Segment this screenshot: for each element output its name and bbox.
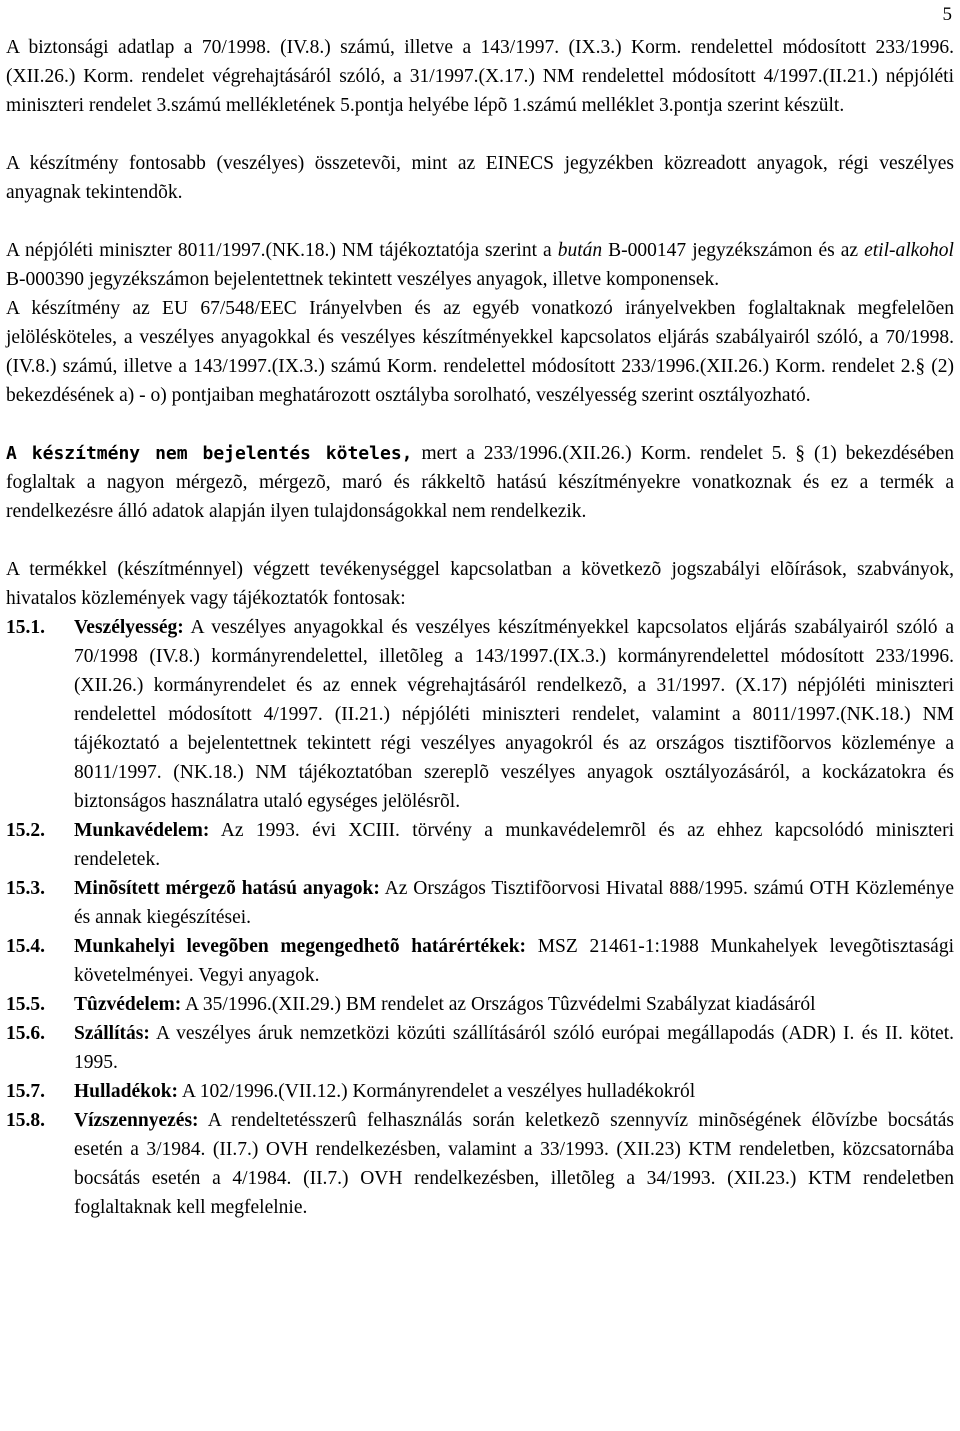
regulation-number: 15.3. [6,878,45,899]
regulation-item [6,613,954,816]
notification-heading: A készítmény nem bejelentés köteles, [6,443,413,464]
regulation-body [74,1077,954,1106]
components-paragraph: A készítmény fontosabb (veszélyes) összetevõi, mint az EINECS jegyzékben közreadott anyagok, régi veszélyes anyagnak tekintendõk. [6,153,954,203]
regulation-text: A 102/1996.(VII.12.) Kormányrendelet a veszélyes hulladékokról [178,1081,696,1102]
regulation-text: A veszélyes áruk nemzetközi közúti szállításáról szóló európai megállapodás (ADR) I. és II. kötet. 1995. [74,1023,954,1073]
regulation-item [6,1019,954,1077]
page-number: 5 [942,4,952,25]
regulation-title: Munkahelyi levegõben megengedhetõ határértékek: [74,936,527,957]
ministry-text-c: B-000390 jegyzékszámon bejelentettnek tekintett veszélyes anyagok, illetve komponensek. [6,269,720,290]
regulation-title: Veszélyesség: [74,617,184,638]
regulation-text: MSZ 21461-1:1988 Munkahelyek levegõtisztasági követelményei. Vegyi anyagok. [74,936,954,986]
butan-term: bután [557,240,603,261]
regulation-text: A rendeltetésszerû felhasználás során keletkezõ szennyvíz minõségének élõvízbe bocsátás esetén a 3/1984. (II.7.) OVH rendelkezésben, valamint a 33/1993. (XII.23) KTM rendeletben, közcsatornába bocsátás esetén a 4/1984. (II.7.) OVH rendelkezésben, illetõleg a 34/1993. (XII.23.) KTM rendeletben foglaltaknak kell megfelelnie. [74,1110,954,1218]
regulation-body [74,816,954,874]
ministry-text-b: B-000147 jegyzékszámon és az [602,240,865,261]
regulation-body [74,990,954,1019]
ethanol-term: etil-alkohol [864,240,954,261]
regulation-title: Hulladékok: [74,1081,179,1102]
regulation-title: Szállítás: [74,1023,150,1044]
notification-text: mert a 233/1996.(XII.26.) Korm. rendelet 5. § (1) bekezdésében foglaltak a nagyon mérgezõ, mérgezõ, maró és rákkeltõ hatású készítményekre vonatkoznak és ez a termék a rendelkezésre álló adatok alapján ilyen tulajdonságokkal nem rendelkezik. [6,443,954,522]
regulation-body [74,932,954,990]
regulation-list [6,613,954,1222]
regulation-item [6,1106,954,1222]
ministry-text-a: A népjóléti miniszter 8011/1997.(NK.18.) NM tájékoztatója szerint a [6,240,558,261]
regulation-text: Az Országos Tisztifõorvosi Hivatal 888/1995. számú OTH Közleménye és annak kiegészítései. [74,878,954,928]
regulation-item [6,932,954,990]
regulation-title: Vízszennyezés: [74,1110,199,1131]
regulation-title: Minõsített mérgezõ hatású anyagok: [74,878,380,899]
regulation-body [74,1019,954,1077]
regulation-body [74,1106,954,1222]
regulation-text: A veszélyes anyagokkal és veszélyes készítményekkel kapcsolatos eljárás szabályairól szóló a 70/1998 (IV.8.) kormányrendelettel, illetõleg a 143/1997.(IX.3.) kormányrendelettel módosított 233/1996. (XII.26.) kormányrendelet és az ennek végrehajtásáról rendelkezõ, a 31/1997. (X.17) népjóléti miniszteri rendelettel módosított 4/1997. (II.21.) népjóléti miniszteri rendelet, valamint a 8011/1997.(NK.18.) NM tájékoztató a bejelentettnek tekintett régi veszélyes anyagokról és az országos tisztifõorvos közleménye a 8011/1997. (NK.18.) NM tájékoztatóban szereplõ veszélyes anyagok osztályozásáról, a kockázatokra és biztonságos használatra utaló egységes jelölésrõl. [74,617,954,812]
regulation-text: A 35/1996.(XII.29.) BM rendelet az Országos Tûzvédelmi Szabályzat kiadásáról [181,994,816,1015]
regulation-item [6,990,954,1019]
regulation-number: 15.1. [6,617,45,638]
regulation-item [6,816,954,874]
classification-paragraph: A készítmény az EU 67/548/EEC Irányelvben és az egyéb vonatkozó irányelvekben foglaltaknak megfelelõen jelölésköteles, a veszélyes anyagokkal és veszélyes készítményekkel kapcsolatos eljárás szabályairól szóló, a 70/1998. (IV.8.) számú, illetve a 143/1997.(IX.3.) számú Korm. rendelettel módosított 233/1996.(XII.26.) Korm. rendelet 2.§ (2) bekezdésének a) - o) pontjaiban meghatározott osztályba sorolható, veszélyesség szerint osztályozható. [6,298,954,406]
notification-paragraph [6,439,954,526]
ministry-paragraph [6,236,954,294]
intro-paragraph: A biztonsági adatlap a 70/1998. (IV.8.) számú, illetve a 143/1997. (IX.3.) Korm. rendelettel módosított 233/1996. (XII.26.) Korm. rendelet végrehajtásáról szóló, a 31/1997.(X.17.) NM rendelettel módosított 4/1997.(II.21.) népjóléti miniszteri rendelet 3.számú mellékletének 5.pontja helyébe lépõ 1.számú melléklet 3.pontja szerint készült. [6,37,954,116]
regulation-number: 15.4. [6,936,45,957]
regulation-number: 15.6. [6,1023,45,1044]
regulation-number: 15.2. [6,820,45,841]
regulation-text: Az 1993. évi XCIII. törvény a munkavédelemrõl és az ehhez kapcsolódó miniszteri rendeletek. [74,820,954,870]
regulation-body [74,613,954,816]
document-body [6,33,954,1222]
regulation-item [6,1077,954,1106]
regulation-body [74,874,954,932]
regulation-number: 15.8. [6,1110,45,1131]
regulation-number: 15.7. [6,1081,45,1102]
regulation-title: Tûzvédelem: [74,994,182,1015]
regulation-title: Munkavédelem: [74,820,210,841]
regulation-item [6,874,954,932]
regulation-number: 15.5. [6,994,45,1015]
regulations-intro: A termékkel (készítménnyel) végzett tevékenységgel kapcsolatban a következõ jogszabályi elõírások, szabványok, hivatalos közlemények vagy tájékoztatók fontosak: [6,559,954,609]
